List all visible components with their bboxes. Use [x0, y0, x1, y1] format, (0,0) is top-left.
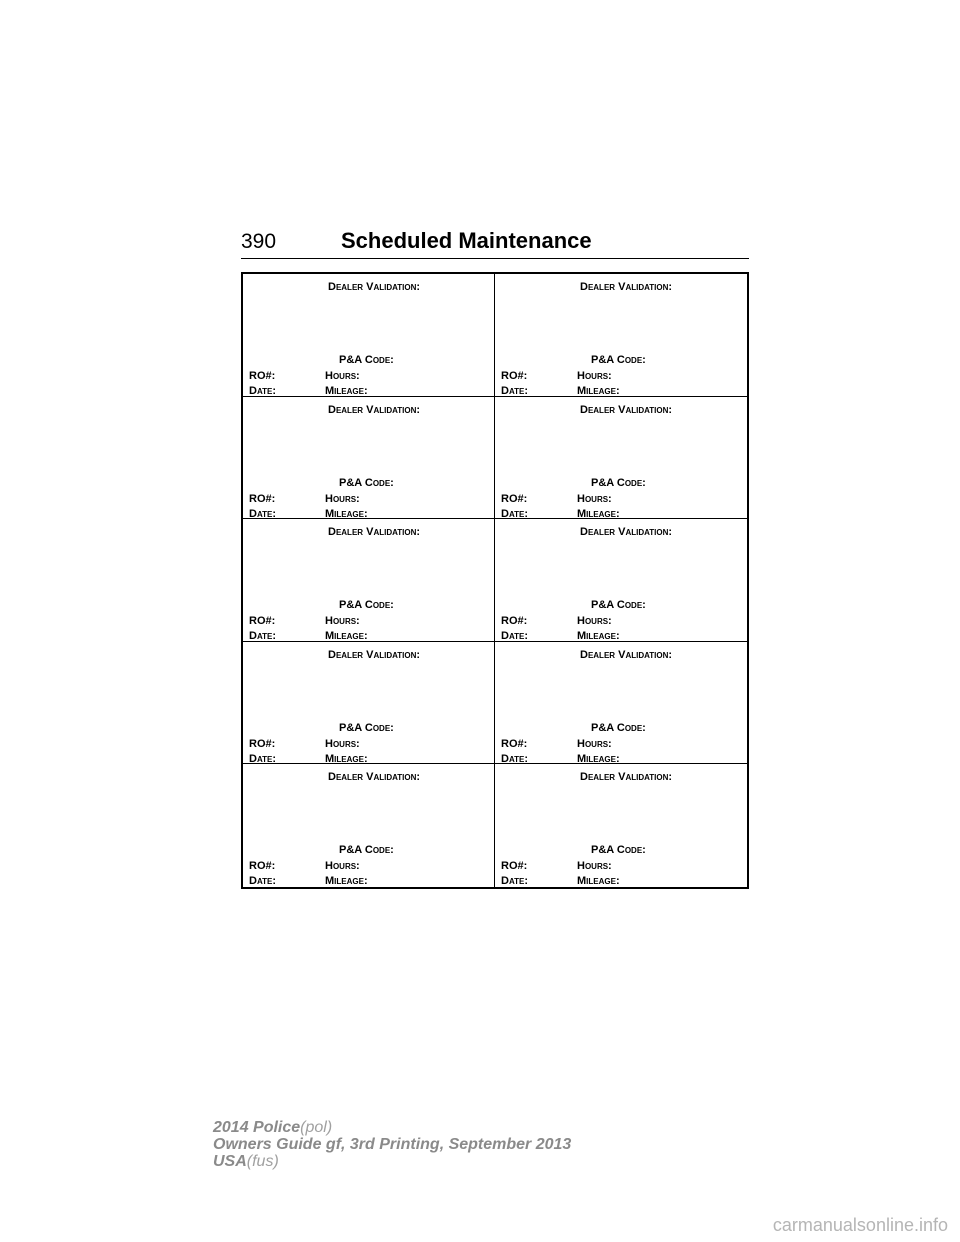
- page-title: Scheduled Maintenance: [341, 228, 592, 253]
- mileage-label: Mileage:: [325, 752, 368, 765]
- mileage-label: Mileage:: [577, 875, 620, 888]
- ro-number-label: RO#:: [249, 860, 276, 873]
- mileage-label: Mileage:: [325, 507, 368, 520]
- dealer-validation-label: Dealer Validation:: [580, 771, 673, 784]
- dealer-validation-record: [495, 397, 747, 520]
- date-label: Date:: [249, 875, 277, 888]
- dealer-validation-record: [243, 274, 495, 397]
- pa-code-label: P&A Code:: [339, 844, 394, 857]
- dealer-validation-record: [495, 642, 747, 765]
- dealer-validation-label: Dealer Validation:: [580, 281, 673, 293]
- hours-label: Hours:: [577, 615, 612, 628]
- footer: [213, 1119, 571, 1170]
- date-label: Date:: [501, 507, 529, 520]
- footer-region: USA: [213, 1153, 247, 1170]
- hours-label: Hours:: [577, 860, 612, 873]
- mileage-label: Mileage:: [325, 630, 368, 643]
- ro-number-label: RO#:: [501, 615, 528, 628]
- mileage-label: Mileage:: [325, 875, 368, 888]
- dealer-validation-record: [243, 397, 495, 520]
- footer-model: 2014 Police: [213, 1119, 301, 1136]
- ro-number-label: RO#:: [501, 370, 528, 382]
- ro-number-label: RO#:: [249, 737, 276, 750]
- footer-line-1: [213, 1119, 571, 1136]
- date-label: Date:: [249, 752, 277, 765]
- pa-code-label: P&A Code:: [591, 844, 646, 857]
- ro-number-label: RO#:: [501, 492, 528, 505]
- dealer-validation-label: Dealer Validation:: [328, 281, 421, 293]
- dealer-validation-record: [243, 764, 495, 887]
- ro-number-label: RO#:: [501, 737, 528, 750]
- date-label: Date:: [501, 385, 529, 397]
- watermark: carmanualsonline.info: [772, 1215, 948, 1235]
- dealer-validation-record: [243, 642, 495, 765]
- date-label: Date:: [249, 507, 277, 520]
- pa-code-label: P&A Code:: [591, 354, 646, 366]
- mileage-label: Mileage:: [577, 507, 620, 520]
- footer-region-code: (fus): [246, 1153, 279, 1170]
- date-label: Date:: [501, 875, 529, 888]
- ro-number-label: RO#:: [501, 860, 528, 873]
- dealer-validation-label: Dealer Validation:: [580, 648, 673, 661]
- dealer-validation-record: [495, 519, 747, 642]
- mileage-label: Mileage:: [577, 385, 620, 397]
- hours-label: Hours:: [325, 615, 360, 628]
- date-label: Date:: [249, 385, 277, 397]
- dealer-validation-label: Dealer Validation:: [328, 403, 421, 416]
- dealer-validation-label: Dealer Validation:: [580, 526, 673, 539]
- dealer-validation-label: Dealer Validation:: [328, 648, 421, 661]
- hours-label: Hours:: [325, 737, 360, 750]
- pa-code-label: P&A Code:: [339, 599, 394, 612]
- dealer-validation-grid: [241, 272, 749, 889]
- hours-label: Hours:: [325, 370, 360, 382]
- mileage-label: Mileage:: [577, 752, 620, 765]
- pa-code-label: P&A Code:: [339, 721, 394, 734]
- pa-code-label: P&A Code:: [591, 599, 646, 612]
- hours-label: Hours:: [325, 860, 360, 873]
- pa-code-label: P&A Code:: [591, 721, 646, 734]
- date-label: Date:: [501, 752, 529, 765]
- ro-number-label: RO#:: [249, 615, 276, 628]
- dealer-validation-record: [495, 274, 747, 397]
- dealer-validation-record: [243, 519, 495, 642]
- dealer-validation-record: [495, 764, 747, 887]
- pa-code-label: P&A Code:: [339, 476, 394, 489]
- pa-code-label: P&A Code:: [591, 476, 646, 489]
- hours-label: Hours:: [577, 737, 612, 750]
- date-label: Date:: [249, 630, 277, 643]
- ro-number-label: RO#:: [249, 492, 276, 505]
- mileage-label: Mileage:: [325, 385, 368, 397]
- hours-label: Hours:: [577, 370, 612, 382]
- dealer-validation-label: Dealer Validation:: [580, 403, 673, 416]
- date-label: Date:: [501, 630, 529, 643]
- page-header: [241, 228, 749, 259]
- page-number: 390: [241, 230, 277, 253]
- dealer-validation-label: Dealer Validation:: [328, 526, 421, 539]
- footer-model-code: (pol): [300, 1119, 333, 1136]
- footer-line-3: [213, 1153, 571, 1170]
- dealer-validation-label: Dealer Validation:: [328, 771, 421, 784]
- hours-label: Hours:: [325, 492, 360, 505]
- ro-number-label: RO#:: [249, 370, 276, 382]
- hours-label: Hours:: [577, 492, 612, 505]
- mileage-label: Mileage:: [577, 630, 620, 643]
- footer-line-2: Owners Guide gf, 3rd Printing, September 2013: [213, 1136, 572, 1153]
- pa-code-label: P&A Code:: [339, 354, 394, 366]
